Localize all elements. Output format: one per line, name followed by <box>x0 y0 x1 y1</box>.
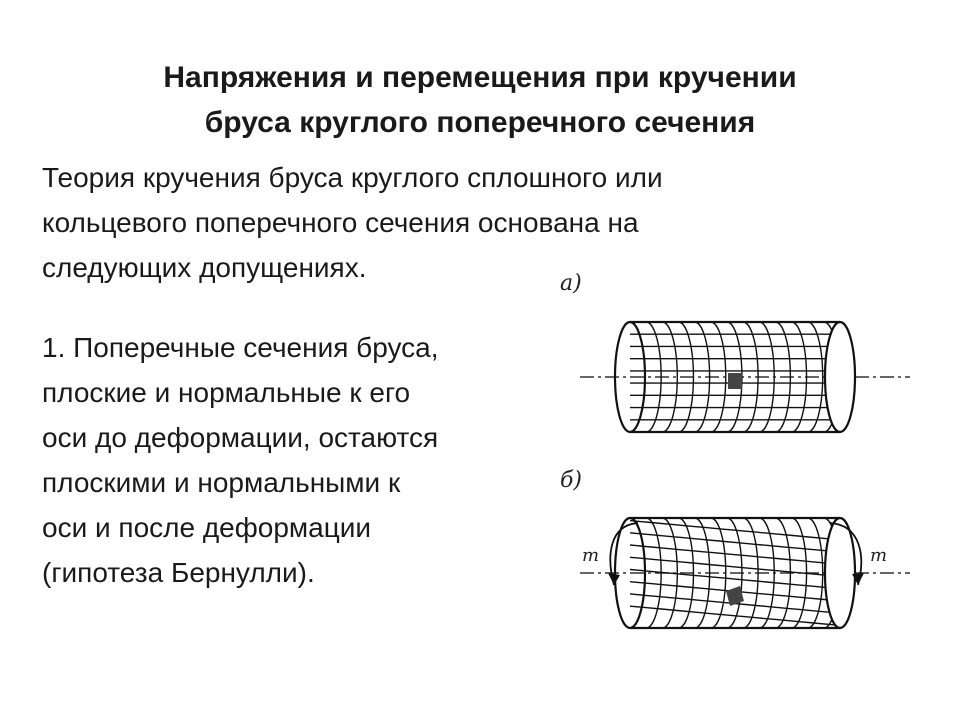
cylinder-undeformed <box>580 322 910 432</box>
torsion-figure <box>540 255 930 675</box>
assumption-1-paragraph <box>42 325 542 595</box>
cylinder-twisted <box>580 518 910 628</box>
slide-title <box>40 55 920 145</box>
point-line-6: (гипотеза Бернулли). <box>42 557 315 588</box>
moment-label-right: m <box>870 545 888 566</box>
point-line-4: плоскими и нормальными к <box>42 467 401 498</box>
mesh-longitudinal-line <box>630 606 840 625</box>
point-line-3: оси до деформации, остаются <box>42 422 439 453</box>
point-line-2: плоские и нормальные к его <box>42 377 411 408</box>
intro-line-1: Теория кручения бруса круглого сплошного или <box>42 162 663 193</box>
right-end-b <box>825 518 855 628</box>
title-line-2: бруса круглого поперечного сечения <box>204 106 756 139</box>
figure-label-a: a) <box>560 271 582 296</box>
title-line-1: Напряжения и перемещения при кручении <box>163 61 797 94</box>
shaded-element-a <box>728 373 742 389</box>
intro-line-2: кольцевого поперечного сечения основана на <box>42 207 639 238</box>
torsion-diagram <box>540 255 930 675</box>
mesh-longitudinal-line <box>630 521 840 540</box>
mesh-longitudinal-line <box>630 533 840 552</box>
intro-line-3: следующих допущениях. <box>42 252 367 283</box>
right-end-a <box>825 322 855 432</box>
moment-label-left: m <box>582 545 600 566</box>
figure-label-b: б) <box>560 468 583 493</box>
point-line-5: оси и после деформации <box>42 512 372 543</box>
point-line-1: 1. Поперечные сечения бруса, <box>42 332 439 363</box>
arrowhead-left <box>608 573 620 585</box>
